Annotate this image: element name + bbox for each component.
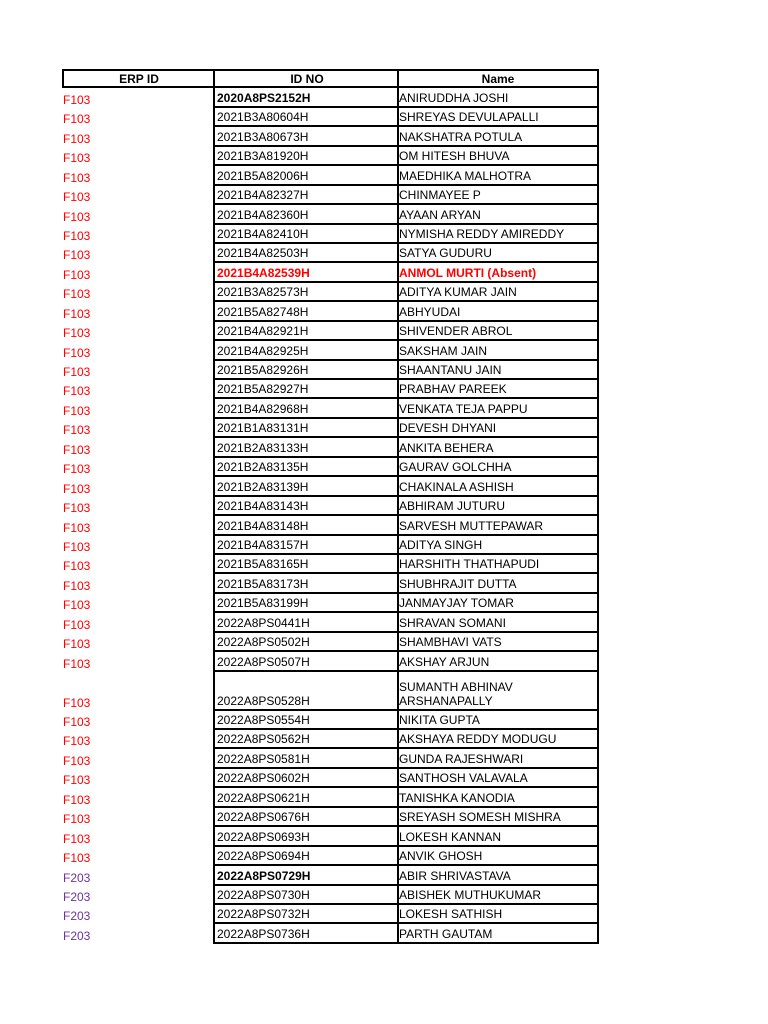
- name-cell-text: SAKSHAM JAIN: [399, 343, 488, 358]
- name-cell: [399, 769, 599, 788]
- id-no-cell-text: 2022A8PS0528H: [217, 693, 310, 708]
- id-no-cell-text: 2021B4A82360H: [217, 207, 309, 222]
- name-cell: [399, 711, 599, 730]
- id-no-cell-text: 2022A8PS0507H: [217, 654, 310, 669]
- erp-id-cell-text: F103: [63, 734, 91, 749]
- name-cell: [399, 497, 599, 516]
- erp-id-cell: [62, 186, 213, 205]
- erp-id-cell: [62, 847, 213, 866]
- erp-id-cell-text: F103: [63, 423, 91, 438]
- name-cell-text: JANMAYJAY TOMAR: [399, 596, 514, 611]
- erp-id-cell: [62, 924, 213, 943]
- id-no-cell: [213, 769, 399, 788]
- erp-id-cell: [62, 652, 213, 671]
- id-no-cell-text: 2021B3A80604H: [217, 110, 309, 125]
- name-cell-text: ANIRUDDHA JOSHI: [399, 90, 509, 105]
- name-cell: [399, 924, 599, 943]
- name-cell-text: LOKESH KANNAN: [399, 829, 502, 844]
- erp-id-cell-text: F103: [63, 170, 91, 185]
- id-no-cell-text: 2022A8PS0621H: [217, 790, 310, 805]
- id-no-cell: [213, 127, 399, 146]
- erp-id-cell: [62, 244, 213, 263]
- erp-id-cell-text: F103: [63, 403, 91, 418]
- id-no-cell: [213, 827, 399, 846]
- name-cell-text: ABIR SHRIVASTAVA: [399, 868, 511, 883]
- name-cell: [399, 399, 599, 418]
- id-no-cell-text: 2021B4A82327H: [217, 188, 309, 203]
- id-no-cell-text: 2022A8PS0441H: [217, 615, 310, 630]
- erp-id-cell-text: F103: [63, 481, 91, 496]
- id-no-cell: [213, 108, 399, 127]
- name-cell: [399, 438, 599, 457]
- name-cell: [399, 866, 599, 885]
- name-cell: [399, 652, 599, 671]
- erp-id-cell-text: F103: [63, 209, 91, 224]
- id-no-cell: [213, 866, 399, 885]
- name-cell-text: TANISHKA KANODIA: [399, 790, 515, 805]
- id-no-cell-text: 2021B3A82573H: [217, 285, 309, 300]
- name-cell: [399, 536, 599, 555]
- name-cell-text: SHUBHRAJIT DUTTA: [399, 576, 517, 591]
- name-cell-text: PARTH GAUTAM: [399, 926, 493, 941]
- id-no-header: ID NO: [213, 69, 399, 88]
- name-cell-text: ANMOL MURTI (Absent): [399, 265, 537, 280]
- id-no-cell: [213, 924, 399, 943]
- id-no-cell: [213, 711, 399, 730]
- name-cell-text: LOKESH SATHISH: [399, 907, 503, 922]
- name-cell-text: SHAANTANU JAIN: [399, 363, 502, 377]
- id-no-cell-text: 2022A8PS0693H: [217, 829, 310, 844]
- erp-id-cell-text: F103: [63, 131, 91, 146]
- id-no-cell: [213, 341, 399, 360]
- erp-id-cell: [62, 516, 213, 535]
- name-cell: [399, 341, 599, 360]
- id-no-cell-text: 2021B4A83148H: [217, 518, 309, 533]
- name-cell-text: ABHYUDAI: [399, 304, 461, 319]
- id-no-cell: [213, 419, 399, 438]
- erp-id-cell: [62, 594, 213, 613]
- id-no-cell: [213, 322, 399, 341]
- erp-id-cell: [62, 536, 213, 555]
- erp-id-cell: [62, 905, 213, 924]
- erp-id-cell-text: F103: [63, 345, 91, 360]
- id-no-cell: [213, 438, 399, 457]
- erp-id-cell: [62, 711, 213, 730]
- name-cell-text: VENKATA TEJA PAPPU: [399, 401, 528, 416]
- erp-id-cell: [62, 166, 213, 185]
- erp-id-cell: [62, 477, 213, 496]
- erp-id-cell-text: F103: [63, 151, 91, 166]
- erp-id-cell-text: F103: [63, 851, 91, 866]
- id-no-cell: [213, 574, 399, 593]
- name-cell: [399, 302, 599, 321]
- name-cell: [399, 633, 599, 652]
- id-no-cell: [213, 477, 399, 496]
- name-cell: [399, 672, 599, 711]
- erp-id-cell-text: F103: [63, 753, 91, 768]
- id-no-cell-text: 2022A8PS0562H: [217, 732, 310, 747]
- name-cell: [399, 322, 599, 341]
- erp-id-cell-text: F103: [63, 112, 91, 127]
- id-no-cell: [213, 205, 399, 224]
- name-cell: [399, 749, 599, 768]
- id-no-cell: [213, 302, 399, 321]
- id-no-cell-text: 2021B3A80673H: [217, 129, 309, 144]
- name-cell-text: SARVESH MUTTEPAWAR: [399, 518, 544, 533]
- id-no-cell-text: 2022A8PS0502H: [217, 635, 310, 650]
- name-cell: [399, 225, 599, 244]
- id-no-cell: [213, 88, 399, 107]
- name-cell-text: ADITYA SINGH: [399, 537, 483, 552]
- id-no-cell: [213, 166, 399, 185]
- name-cell: [399, 458, 599, 477]
- erp-id-cell-text: F103: [63, 190, 91, 205]
- erp-id-cell: [62, 341, 213, 360]
- erp-id-cell-text: F103: [63, 539, 91, 554]
- name-cell-text: NAKSHATRA POTULA: [399, 129, 523, 144]
- name-cell: [399, 283, 599, 302]
- id-no-cell: [213, 594, 399, 613]
- id-no-cell: [213, 633, 399, 652]
- name-cell: [399, 886, 599, 905]
- id-no-cell-text: 2022A8PS0554H: [217, 713, 310, 727]
- name-cell-text: ABHIRAM JUTURU: [399, 499, 506, 514]
- name-cell: [399, 808, 599, 827]
- name-cell: [399, 147, 599, 166]
- erp-id-cell: [62, 866, 213, 885]
- name-cell: [399, 108, 599, 127]
- erp-id-cell-text: F103: [63, 598, 91, 613]
- name-cell-text: SHAMBHAVI VATS: [399, 635, 502, 650]
- id-no-cell-text: 2021B5A83199H: [217, 596, 309, 611]
- name-cell: [399, 516, 599, 535]
- erp-id-cell: [62, 827, 213, 846]
- id-no-cell: [213, 361, 399, 380]
- erp-id-cell-text: F103: [63, 520, 91, 535]
- erp-id-cell-text: F103: [63, 501, 91, 516]
- erp-id-cell: [62, 419, 213, 438]
- id-no-cell: [213, 516, 399, 535]
- name-header: Name: [399, 69, 599, 88]
- id-no-cell-text: 2022A8PS0730H: [217, 887, 310, 902]
- erp-id-cell: [62, 574, 213, 593]
- name-cell: [399, 205, 599, 224]
- erp-id-cell-text: F103: [63, 578, 91, 593]
- erp-id-cell: [62, 808, 213, 827]
- name-cell-text: NYMISHA REDDY AMIREDDY: [399, 226, 565, 241]
- id-no-cell: [213, 458, 399, 477]
- erp-id-cell-text: F203: [63, 870, 91, 885]
- erp-id-cell: [62, 127, 213, 146]
- erp-id-cell: [62, 497, 213, 516]
- name-cell-text: SREYASH SOMESH MISHRA: [399, 810, 561, 825]
- id-no-cell-text: 2021B5A82748H: [217, 304, 309, 319]
- id-no-cell-text: 2021B5A82926H: [217, 363, 309, 377]
- name-cell: [399, 827, 599, 846]
- name-cell: [399, 361, 599, 380]
- name-cell-text: DEVESH DHYANI: [399, 421, 497, 436]
- name-cell-text: AYAAN ARYAN: [399, 207, 481, 222]
- id-no-cell-text: 2021B4A82539H: [217, 265, 310, 280]
- erp-id-cell: [62, 672, 213, 711]
- id-no-cell-text: 2021B4A83143H: [217, 499, 309, 514]
- name-cell: [399, 594, 599, 613]
- id-no-cell-text: 2022A8PS0694H: [217, 849, 310, 864]
- erp-id-cell-text: F103: [63, 617, 91, 632]
- name-cell-text: HARSHITH THATHAPUDI: [399, 557, 540, 572]
- erp-id-cell-text: F103: [63, 831, 91, 846]
- id-no-cell-text: 2021B3A81920H: [217, 149, 309, 164]
- name-cell-text: SHIVENDER ABROL: [399, 324, 513, 339]
- id-no-cell: [213, 244, 399, 263]
- erp-id-cell-text: F103: [63, 326, 91, 341]
- id-no-cell-text: 2021B4A82921H: [217, 324, 309, 339]
- id-no-cell: [213, 847, 399, 866]
- id-no-cell-text: 2020A8PS2152H: [217, 90, 311, 105]
- name-cell: [399, 380, 599, 399]
- erp-id-cell: [62, 749, 213, 768]
- id-no-cell: [213, 652, 399, 671]
- name-cell: [399, 166, 599, 185]
- erp-id-cell: [62, 633, 213, 652]
- id-no-cell: [213, 380, 399, 399]
- erp-id-cell-text: F103: [63, 773, 91, 788]
- name-cell: [399, 574, 599, 593]
- id-no-cell: [213, 186, 399, 205]
- erp-id-cell: [62, 380, 213, 399]
- name-cell-text: ANVIK GHOSH: [399, 849, 483, 864]
- id-no-cell-text: 2022A8PS0736H: [217, 926, 310, 941]
- erp-id-header: ERP ID: [62, 69, 213, 88]
- erp-id-cell: [62, 263, 213, 282]
- erp-id-cell-text: F203: [63, 909, 91, 924]
- erp-id-cell-text: F103: [63, 384, 91, 399]
- erp-id-cell: [62, 225, 213, 244]
- name-cell-text: PRABHAV PAREEK: [399, 382, 507, 397]
- erp-id-cell: [62, 108, 213, 127]
- erp-id-cell: [62, 322, 213, 341]
- name-cell-text: GAURAV GOLCHHA: [399, 460, 512, 475]
- id-no-cell: [213, 730, 399, 749]
- name-cell-text: ADITYA KUMAR JAIN: [399, 285, 517, 300]
- id-no-cell-text: 2021B2A83133H: [217, 440, 309, 455]
- erp-id-cell-text: F103: [63, 442, 91, 457]
- id-no-cell-text: 2022A8PS0729H: [217, 868, 311, 883]
- id-no-cell: [213, 283, 399, 302]
- erp-id-cell-text: F203: [63, 889, 91, 904]
- name-cell: [399, 788, 599, 807]
- id-no-cell: [213, 613, 399, 632]
- erp-id-cell-text: F103: [63, 715, 91, 729]
- erp-id-cell-text: F203: [63, 928, 91, 943]
- name-cell: [399, 847, 599, 866]
- erp-id-cell-text: F103: [63, 695, 91, 710]
- name-cell-text: NIKITA GUPTA: [399, 713, 480, 727]
- erp-id-cell: [62, 769, 213, 788]
- name-cell-text: SHRAVAN SOMANI: [399, 615, 506, 630]
- id-no-cell-text: 2021B5A83173H: [217, 576, 309, 591]
- id-no-cell: [213, 749, 399, 768]
- name-cell-text: SUMANTH ABHINAV ARSHANAPALLY: [399, 679, 513, 708]
- erp-id-cell: [62, 147, 213, 166]
- erp-id-cell-text: F103: [63, 637, 91, 652]
- erp-id-cell: [62, 302, 213, 321]
- name-cell: [399, 613, 599, 632]
- name-cell: [399, 419, 599, 438]
- name-cell: [399, 477, 599, 496]
- erp-id-cell-text: F103: [63, 462, 91, 477]
- name-cell-text: AKSHAY ARJUN: [399, 654, 490, 669]
- id-no-cell-text: 2021B1A83131H: [217, 421, 309, 436]
- erp-id-cell-text: F103: [63, 306, 91, 321]
- erp-id-cell: [62, 613, 213, 632]
- name-cell-text: AKSHAYA REDDY MODUGU: [399, 732, 557, 747]
- id-no-cell-text: 2021B4A82968H: [217, 401, 309, 416]
- id-no-cell: [213, 497, 399, 516]
- erp-id-cell-text: F103: [63, 812, 91, 827]
- id-no-cell-text: 2021B2A83139H: [217, 479, 309, 494]
- id-no-cell: [213, 886, 399, 905]
- id-no-cell-text: 2022A8PS0732H: [217, 907, 310, 922]
- erp-id-cell: [62, 361, 213, 380]
- erp-id-cell: [62, 730, 213, 749]
- id-no-cell-text: 2021B4A82410H: [217, 226, 309, 241]
- erp-id-cell: [62, 205, 213, 224]
- name-cell-text: SATYA GUDURU: [399, 246, 492, 261]
- id-no-cell: [213, 263, 399, 282]
- erp-id-cell-text: F103: [63, 92, 91, 107]
- erp-id-cell-text: F103: [63, 287, 91, 302]
- id-no-cell: [213, 555, 399, 574]
- erp-id-cell: [62, 788, 213, 807]
- id-no-cell: [213, 147, 399, 166]
- id-no-cell-text: 2022A8PS0581H: [217, 751, 310, 766]
- name-cell-text: CHAKINALA ASHISH: [399, 479, 514, 494]
- id-no-cell-text: 2022A8PS0602H: [217, 771, 310, 786]
- name-cell: [399, 905, 599, 924]
- name-cell: [399, 127, 599, 146]
- id-no-cell: [213, 905, 399, 924]
- erp-id-cell-text: F103: [63, 267, 91, 282]
- name-cell: [399, 730, 599, 749]
- erp-id-cell-text: F103: [63, 559, 91, 574]
- name-cell-text: SHREYAS DEVULAPALLI: [399, 110, 539, 125]
- id-no-cell: [213, 808, 399, 827]
- name-cell: [399, 186, 599, 205]
- id-no-cell: [213, 788, 399, 807]
- name-cell: [399, 263, 599, 282]
- id-no-cell-text: 2021B5A83165H: [217, 557, 309, 572]
- id-no-cell: [213, 536, 399, 555]
- name-cell-text: OM HITESH BHUVA: [399, 149, 510, 164]
- erp-id-cell-text: F103: [63, 228, 91, 243]
- erp-id-cell: [62, 438, 213, 457]
- erp-id-cell: [62, 555, 213, 574]
- id-no-cell: [213, 399, 399, 418]
- id-no-cell-text: 2022A8PS0676H: [217, 810, 310, 825]
- name-cell-text: MAEDHIKA MALHOTRA: [399, 168, 532, 183]
- name-cell-text: GUNDA RAJESHWARI: [399, 751, 524, 766]
- name-cell: [399, 88, 599, 107]
- name-cell: [399, 244, 599, 263]
- name-cell-text: ABISHEK MUTHUKUMAR: [399, 887, 542, 902]
- id-no-cell-text: 2021B2A83135H: [217, 460, 309, 475]
- erp-id-cell: [62, 88, 213, 107]
- erp-id-cell-text: F103: [63, 365, 91, 379]
- id-no-cell-text: 2021B5A82927H: [217, 382, 309, 397]
- name-cell: [399, 555, 599, 574]
- erp-id-cell-text: F103: [63, 656, 91, 671]
- name-cell-text: CHINMAYEE P: [399, 188, 481, 203]
- erp-id-cell-text: F103: [63, 248, 91, 263]
- id-no-cell: [213, 672, 399, 711]
- id-no-cell-text: 2021B4A83157H: [217, 537, 309, 552]
- id-no-cell-text: 2021B4A82503H: [217, 246, 309, 261]
- id-no-cell-text: 2021B5A82006H: [217, 168, 309, 183]
- erp-id-cell: [62, 399, 213, 418]
- erp-id-cell: [62, 458, 213, 477]
- name-cell-text: SANTHOSH VALAVALA: [399, 771, 528, 786]
- erp-id-cell: [62, 283, 213, 302]
- erp-id-cell: [62, 886, 213, 905]
- name-cell-text: ANKITA BEHERA: [399, 440, 494, 455]
- id-no-cell-text: 2021B4A82925H: [217, 343, 309, 358]
- id-no-cell: [213, 225, 399, 244]
- erp-id-cell-text: F103: [63, 792, 91, 807]
